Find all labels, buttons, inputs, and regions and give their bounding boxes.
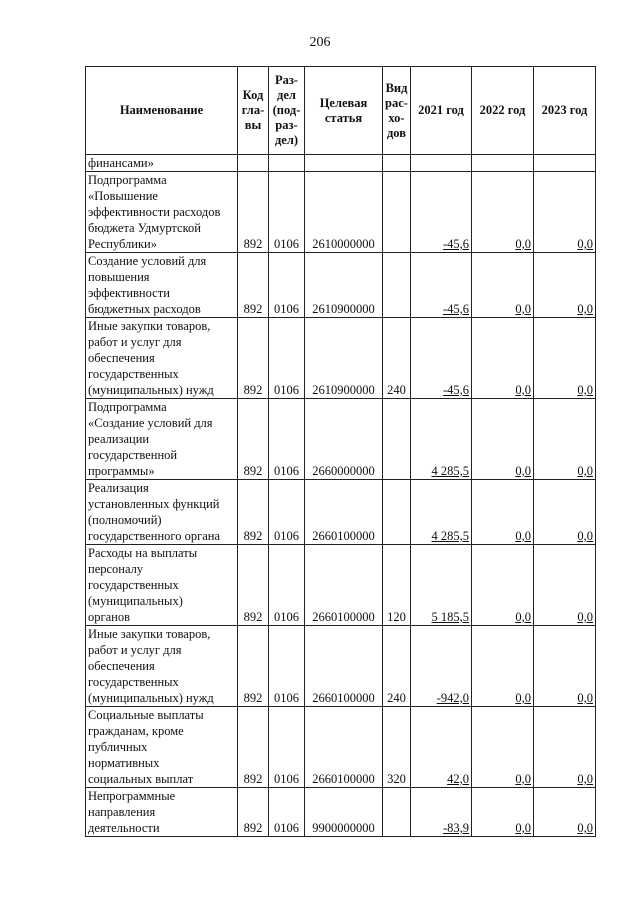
table-row	[86, 707, 596, 788]
page-number: 206	[309, 35, 331, 50]
row-section: 0106	[269, 253, 305, 318]
row-code: 892	[238, 253, 269, 318]
header-code: Код гла- вы	[238, 67, 269, 155]
row-article: 2660000000	[305, 399, 383, 480]
table-row	[86, 172, 596, 253]
continuation-text: финансами»	[86, 155, 238, 172]
row-2021-value: 4 285,5	[431, 464, 469, 478]
header-2021: 2021 год	[411, 67, 472, 155]
row-section: 0106	[269, 626, 305, 707]
row-2023-value: 0,0	[577, 772, 593, 786]
row-article: 2660100000	[305, 480, 383, 545]
row-2023	[534, 626, 596, 707]
row-2023	[534, 480, 596, 545]
row-name: Иные закупки товаров, работ и услуг для обеспечения государственных (муниципальных) нужд	[86, 318, 238, 399]
row-code: 892	[238, 788, 269, 837]
row-section: 0106	[269, 545, 305, 626]
row-2022	[472, 253, 534, 318]
row-2023-value: 0,0	[577, 691, 593, 705]
row-2022-value: 0,0	[515, 302, 531, 316]
header-2022: 2022 год	[472, 67, 534, 155]
table-row-continuation	[86, 155, 596, 172]
row-section: 0106	[269, 480, 305, 545]
row-name: Подпрограмма «Повышение эффективности расходов бюджета Удмуртской Республики»	[86, 172, 238, 253]
row-article: 2610900000	[305, 318, 383, 399]
table-row	[86, 545, 596, 626]
row-2022-value: 0,0	[515, 821, 531, 835]
row-2021	[411, 399, 472, 480]
header-vid: Вид рас- хо- дов	[383, 67, 411, 155]
row-code: 892	[238, 399, 269, 480]
table-row	[86, 480, 596, 545]
row-2023-value: 0,0	[577, 821, 593, 835]
row-2021	[411, 788, 472, 837]
row-vid	[383, 480, 411, 545]
row-2022	[472, 172, 534, 253]
row-2021-value: -942,0	[436, 691, 469, 705]
row-2022	[472, 318, 534, 399]
row-2022-value: 0,0	[515, 691, 531, 705]
row-vid	[383, 253, 411, 318]
row-2021-value: 42,0	[447, 772, 469, 786]
row-code: 892	[238, 480, 269, 545]
row-vid	[383, 172, 411, 253]
row-2021	[411, 318, 472, 399]
row-article: 2660100000	[305, 545, 383, 626]
row-code: 892	[238, 626, 269, 707]
row-vid	[383, 788, 411, 837]
row-section: 0106	[269, 318, 305, 399]
table-row	[86, 626, 596, 707]
row-name: Непрограммные направления деятельности	[86, 788, 238, 837]
row-2023	[534, 399, 596, 480]
row-2022-value: 0,0	[515, 772, 531, 786]
row-2021-value: -45,6	[442, 383, 469, 397]
row-2021	[411, 545, 472, 626]
row-2022-value: 0,0	[515, 383, 531, 397]
row-2021	[411, 480, 472, 545]
row-2022-value: 0,0	[515, 529, 531, 543]
row-name: Иные закупки товаров, работ и услуг для обеспечения государственных (муниципальных) нужд	[86, 626, 238, 707]
row-2021	[411, 253, 472, 318]
row-2023-value: 0,0	[577, 302, 593, 316]
row-section: 0106	[269, 788, 305, 837]
table-row	[86, 253, 596, 318]
row-2023-value: 0,0	[577, 237, 593, 251]
row-article: 2660100000	[305, 707, 383, 788]
row-name: Реализация установленных функций (полномочий) государственного органа	[86, 480, 238, 545]
row-2021	[411, 172, 472, 253]
row-section: 0106	[269, 172, 305, 253]
row-2022	[472, 545, 534, 626]
table-row	[86, 788, 596, 837]
row-2023	[534, 172, 596, 253]
row-name: Расходы на выплаты персоналу государственных (муниципальных) органов	[86, 545, 238, 626]
row-article: 2610000000	[305, 172, 383, 253]
row-code: 892	[238, 318, 269, 399]
row-name: Социальные выплаты гражданам, кроме публичных нормативных социальных выплат	[86, 707, 238, 788]
row-vid: 120	[383, 545, 411, 626]
row-2022-value: 0,0	[515, 464, 531, 478]
row-section: 0106	[269, 707, 305, 788]
row-2021	[411, 707, 472, 788]
row-2022	[472, 480, 534, 545]
row-name: Создание условий для повышения эффективности бюджетных расходов	[86, 253, 238, 318]
row-code: 892	[238, 545, 269, 626]
row-2023	[534, 545, 596, 626]
row-code: 892	[238, 172, 269, 253]
row-article: 2660100000	[305, 626, 383, 707]
row-2023	[534, 318, 596, 399]
row-2022	[472, 707, 534, 788]
row-2023-value: 0,0	[577, 464, 593, 478]
header-section: Раз- дел (под- раз- дел)	[269, 67, 305, 155]
row-section: 0106	[269, 399, 305, 480]
header-article: Целевая статья	[305, 67, 383, 155]
row-2022	[472, 788, 534, 837]
row-2021-value: 5 185,5	[431, 610, 469, 624]
row-2021-value: -83,9	[442, 821, 469, 835]
row-2023-value: 0,0	[577, 610, 593, 624]
row-2021-value: 4 285,5	[431, 529, 469, 543]
header-name: Наименование	[86, 67, 238, 155]
table-row	[86, 399, 596, 480]
row-vid: 320	[383, 707, 411, 788]
table-row	[86, 318, 596, 399]
row-2022	[472, 399, 534, 480]
row-2023	[534, 707, 596, 788]
row-article: 9900000000	[305, 788, 383, 837]
row-vid: 240	[383, 626, 411, 707]
row-2022-value: 0,0	[515, 237, 531, 251]
row-2023-value: 0,0	[577, 529, 593, 543]
row-2021-value: -45,6	[442, 302, 469, 316]
table-header	[86, 67, 596, 155]
row-2022	[472, 626, 534, 707]
row-2023	[534, 788, 596, 837]
row-vid	[383, 399, 411, 480]
table-body	[86, 155, 596, 837]
row-code: 892	[238, 707, 269, 788]
row-article: 2610900000	[305, 253, 383, 318]
row-2023-value: 0,0	[577, 383, 593, 397]
budget-table	[85, 66, 596, 837]
header-2023: 2023 год	[534, 67, 596, 155]
row-2022-value: 0,0	[515, 610, 531, 624]
row-2023	[534, 253, 596, 318]
row-2021-value: -45,6	[442, 237, 469, 251]
row-2021	[411, 626, 472, 707]
row-vid: 240	[383, 318, 411, 399]
row-name: Подпрограмма «Создание условий для реализации государственной программы»	[86, 399, 238, 480]
